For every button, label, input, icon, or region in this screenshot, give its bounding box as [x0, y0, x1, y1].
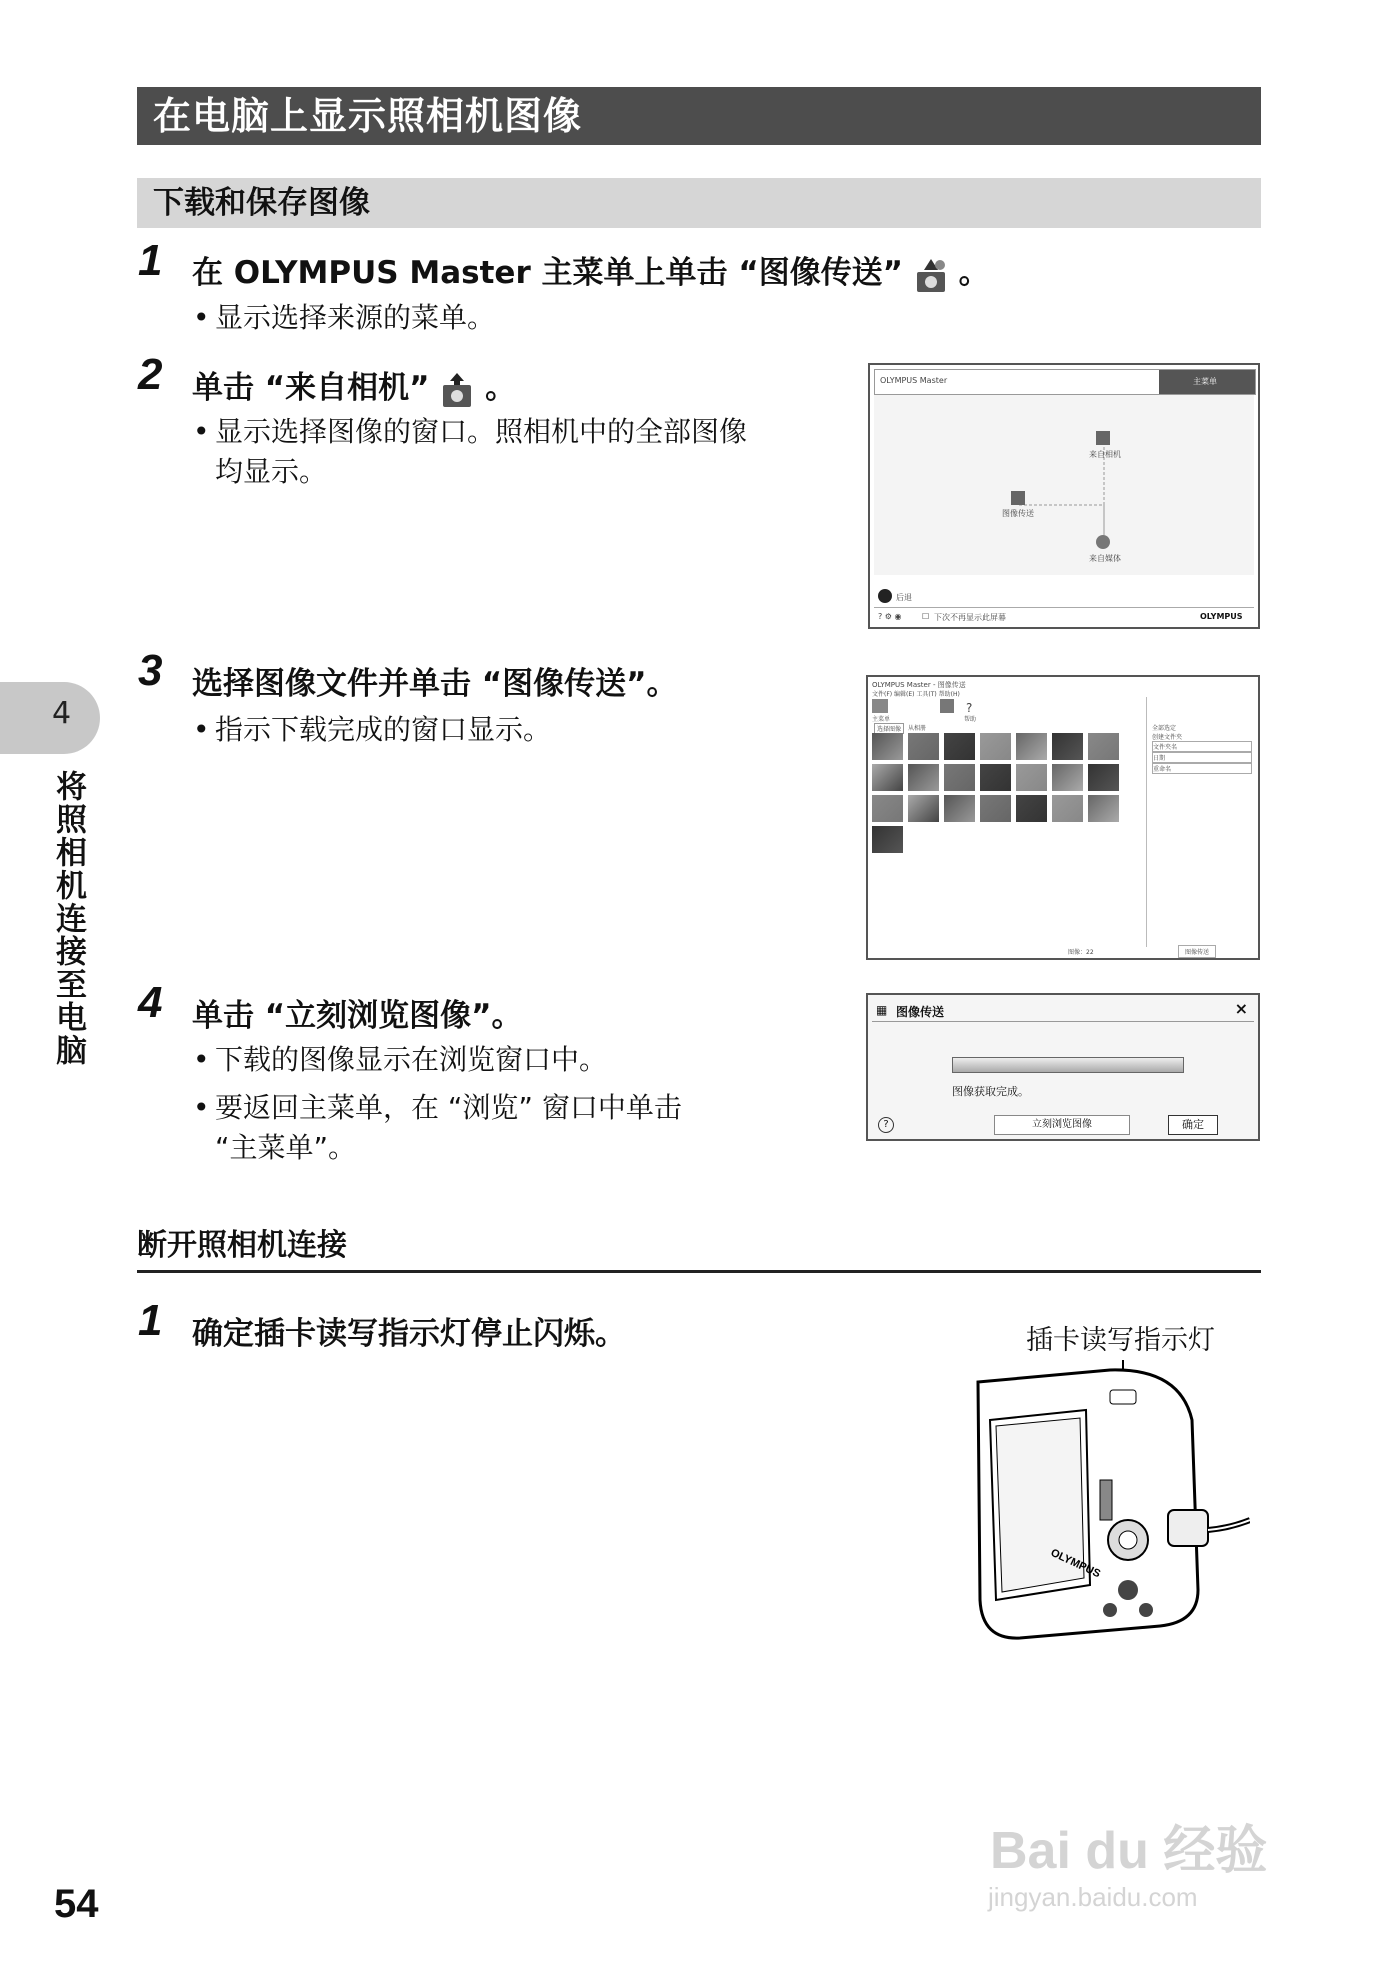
step-2-text	[192, 362, 516, 409]
image-thumbnail[interactable]	[1016, 795, 1047, 822]
chapter-title: 将照相机连接至电脑	[50, 770, 86, 1067]
image-thumbnail[interactable]	[1052, 733, 1083, 760]
view-now-button[interactable]: 立刻浏览图像	[994, 1115, 1130, 1135]
step-3-text: 选择图像文件并单击 “图像传送”。	[192, 666, 678, 702]
window-title-bar	[874, 369, 1256, 395]
image-transfer-node-icon[interactable]	[1011, 491, 1025, 505]
thumbnail-grid	[872, 733, 1126, 853]
help-toolbar-label: 帮助	[964, 716, 977, 723]
dialog-icon: ▦	[876, 1003, 888, 1017]
screenshot-transfer-dialog	[866, 993, 1260, 1141]
disconnect-step-number: 1	[138, 1296, 163, 1345]
step-2-period: 。	[485, 370, 517, 406]
image-thumbnail[interactable]	[1088, 733, 1119, 760]
from-camera-label: 来自相机	[1089, 450, 1121, 459]
bullet-dot: •	[193, 415, 210, 448]
image-thumbnail[interactable]	[980, 733, 1011, 760]
image-thumbnail[interactable]	[1088, 795, 1119, 822]
bottom-bar	[874, 607, 1254, 626]
watermark-brand: Bai du 经验	[990, 1822, 1268, 1880]
option-folder-name[interactable]: 文件夹名	[1152, 741, 1252, 752]
disconnect-title: 断开照相机连接	[137, 1228, 347, 1263]
image-thumbnail[interactable]	[944, 764, 975, 791]
step-4-bullet-1: 下载的图像显示在浏览窗口中。	[215, 1043, 608, 1076]
step-4-bullet-3: “主菜单”。	[215, 1131, 357, 1164]
image-thumbnail[interactable]	[872, 795, 903, 822]
image-thumbnail[interactable]	[872, 733, 903, 760]
step-4-bullet-2: 要返回主菜单，在 “浏览” 窗口中单击	[215, 1091, 682, 1124]
step-3-bullet-text: 指示下载完成的窗口显示。	[215, 713, 552, 746]
transfer-button[interactable]: 图像传送	[1178, 945, 1216, 958]
step-2-bullet	[193, 412, 747, 492]
bullet-dot: •	[193, 301, 210, 334]
step-4-bullets	[193, 1040, 682, 1168]
image-thumbnail[interactable]	[1052, 795, 1083, 822]
close-icon[interactable]: ×	[1234, 999, 1248, 1018]
step-1-text-main: 在 OLYMPUS Master 主菜单上单击 “图像传送”	[192, 255, 904, 291]
step-2-text-main: 单击 “来自相机”	[192, 370, 430, 406]
step-3-bullet	[193, 710, 551, 750]
main-menu-label: 主菜单	[1193, 377, 1217, 386]
image-thumbnail[interactable]	[980, 795, 1011, 822]
options-panel	[1152, 723, 1252, 774]
step-2-number: 2	[138, 350, 163, 399]
step-2-bullet-line2: 均显示。	[215, 455, 328, 488]
home-icon[interactable]	[872, 699, 888, 713]
image-thumbnail[interactable]	[1016, 733, 1047, 760]
dialog-divider	[872, 1021, 1254, 1022]
image-thumbnail[interactable]	[1016, 764, 1047, 791]
image-thumbnail[interactable]	[872, 826, 903, 853]
help-icon[interactable]: ? ⚙ ◉	[878, 612, 902, 621]
tab-select-images[interactable]: 选择图像	[874, 723, 904, 734]
step-3-number: 3	[138, 646, 163, 695]
image-thumbnail[interactable]	[944, 733, 975, 760]
step-1-bullet	[193, 298, 495, 338]
option-create-folder[interactable]: 创建文件夹	[1152, 734, 1183, 741]
section-title: 在电脑上显示照相机图像	[137, 87, 1261, 145]
option-rename[interactable]: 重命名	[1152, 763, 1252, 774]
transfer-toolbar-icon[interactable]	[940, 699, 954, 713]
image-thumbnail[interactable]	[1052, 764, 1083, 791]
menu-canvas	[874, 395, 1254, 575]
image-thumbnail[interactable]	[908, 764, 939, 791]
page-number: 54	[54, 1882, 99, 1926]
from-camera-node-icon[interactable]	[1096, 431, 1110, 445]
from-media-label: 来自媒体	[1089, 554, 1121, 563]
step-4-number: 4	[138, 978, 163, 1027]
status-text: 图像获取完成。	[952, 1085, 1029, 1098]
from-media-node-icon[interactable]	[1096, 535, 1110, 549]
back-button[interactable]	[878, 589, 892, 603]
card-access-lamp-callout: 插卡读写指示灯	[1026, 1325, 1215, 1356]
ok-button[interactable]: 确定	[1168, 1115, 1218, 1135]
image-thumbnail[interactable]	[980, 764, 1011, 791]
tab-from-album[interactable]: 从相册	[908, 725, 927, 732]
toolbar-main-menu: 主菜单	[872, 716, 891, 723]
section-rule	[137, 1270, 1261, 1273]
image-count: 图像：22	[1068, 949, 1094, 956]
menu-connector-lines	[874, 395, 1254, 575]
watermark-url: jingyan.baidu.com	[988, 1882, 1198, 1912]
window-title: OLYMPUS Master - 图像传送	[872, 681, 966, 689]
step-1-text	[192, 247, 990, 294]
image-thumbnail[interactable]	[872, 764, 903, 791]
help-icon[interactable]: ?	[878, 1117, 894, 1133]
back-label: 后退	[896, 593, 912, 602]
help-toolbar-icon[interactable]: ?	[966, 701, 973, 715]
image-thumbnail[interactable]	[944, 795, 975, 822]
olympus-brand: OLYMPUS	[1200, 612, 1243, 621]
image-transfer-icon	[914, 256, 948, 294]
bullet-dot: •	[193, 1091, 210, 1124]
from-camera-icon	[440, 371, 474, 409]
camera-illustration	[960, 1360, 1250, 1660]
screenshot-image-select	[866, 675, 1260, 960]
bullet-dot: •	[193, 713, 210, 746]
menubar: 文件(F) 编辑(E) 工具(T) 帮助(H)	[872, 691, 960, 698]
progress-bar	[952, 1057, 1184, 1073]
dialog-title: 图像传送	[896, 1005, 945, 1019]
step-1-number: 1	[138, 236, 163, 285]
chapter-number: 4	[52, 696, 72, 731]
panel-divider	[1146, 697, 1147, 947]
image-thumbnail[interactable]	[1088, 764, 1119, 791]
screenshot-main-menu	[868, 363, 1260, 629]
bullet-dot: •	[193, 1043, 210, 1076]
disconnect-step-text: 确定插卡读写指示灯停止闪烁。	[192, 1316, 626, 1352]
svg-text:OLYMPUS: OLYMPUS	[1048, 1546, 1103, 1581]
step-2-bullet-line1: 显示选择图像的窗口。照相机中的全部图像	[215, 415, 748, 448]
step-1-period: 。	[958, 255, 990, 291]
dont-show-label: 下次不再显示此屏幕	[934, 613, 1006, 622]
image-thumbnail[interactable]	[908, 795, 939, 822]
dont-show-checkbox[interactable]: ☐	[922, 612, 930, 621]
subsection-title: 下载和保存图像	[137, 178, 1261, 228]
option-date[interactable]: 日期	[1152, 752, 1252, 763]
image-thumbnail[interactable]	[908, 733, 939, 760]
chapter-tab	[0, 682, 100, 754]
image-transfer-label: 图像传送	[1002, 509, 1034, 518]
app-title: OLYMPUS Master	[880, 376, 948, 385]
option-select-all[interactable]: 全部选定	[1152, 725, 1177, 732]
step-1-bullet-text: 显示选择来源的菜单。	[215, 301, 496, 334]
step-4-text: 单击 “立刻浏览图像”。	[192, 998, 523, 1034]
main-menu-button[interactable]	[1159, 370, 1255, 394]
